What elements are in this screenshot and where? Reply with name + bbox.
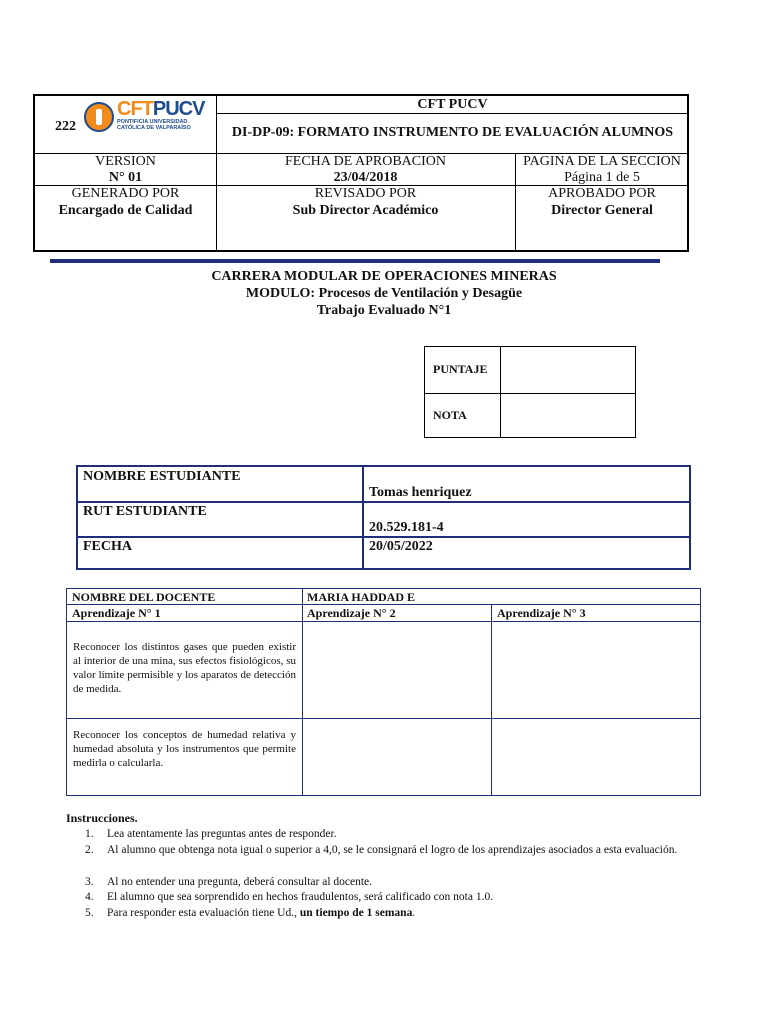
- instructions-title: Instrucciones.: [66, 811, 138, 825]
- student-table: [76, 465, 691, 570]
- rut-value: 20.529.181-4: [369, 520, 444, 535]
- aprendizaje-1-header: Aprendizaje N° 1: [72, 606, 161, 620]
- header-table: [33, 94, 689, 252]
- instruction-item: 2. Al alumno que obtenga nota igual o superior a 4,0, se le consignará el logro de los aprendizajes asociados a esta evaluación.: [85, 844, 678, 856]
- work-title: Trabajo Evaluado N°1: [316, 303, 452, 318]
- docente-value: MARIA HADDAD E: [307, 590, 415, 604]
- docente-divider: [67, 621, 701, 622]
- aprendizaje-row-1: Reconocer los distintos gases que pueden existir al interior de una mina, sus efectos fisiológicos, su valor límite permisible y los aparatos de detección de medida.: [73, 641, 296, 695]
- logo-subtitle: PONTIFICIA UNIVERSIDAD CATÓLICA DE VALPARAÍSO: [117, 119, 191, 131]
- aprobado-label: APROBADO POR: [548, 186, 656, 201]
- fecha-value: 20/05/2022: [369, 539, 433, 554]
- docente-divider: [67, 718, 701, 719]
- student-divider: [362, 467, 364, 568]
- score-divider: [500, 347, 501, 437]
- cft-pucv-logo: [84, 98, 205, 136]
- pagina-value: Página 1 de 5: [564, 170, 640, 185]
- fecha-aprobacion-value: 23/04/2018: [333, 170, 398, 185]
- aprobado-value: Director General: [551, 203, 653, 218]
- org-name: CFT PUCV: [417, 97, 488, 112]
- docente-divider: [491, 604, 492, 796]
- version-value: N° 01: [108, 170, 143, 185]
- nombre-estudiante-value: Tomas henriquez: [369, 485, 472, 500]
- version-label: VERSION: [95, 154, 156, 169]
- module-title: MODULO: Procesos de Ventilación y Desagüe: [245, 286, 523, 301]
- code-number: 222: [55, 119, 76, 134]
- header-rule: [50, 259, 660, 263]
- header-divider: [216, 113, 687, 114]
- time-limit-emphasis: un tiempo de 1 semana: [299, 907, 413, 919]
- logo-emblem-icon: [84, 102, 114, 132]
- generado-label: GENERADO POR: [71, 186, 180, 201]
- rut-label: RUT ESTUDIANTE: [83, 504, 207, 519]
- doc-title: DI-DP-09: FORMATO INSTRUMENTO DE EVALUACIÓN ALUMNOS: [231, 125, 674, 140]
- logo-brand: CFTPUCV: [117, 98, 205, 120]
- docente-table: [66, 588, 701, 796]
- puntaje-label: PUNTAJE: [433, 362, 488, 376]
- revisado-label: REVISADO POR: [314, 186, 417, 201]
- fecha-label: FECHA: [83, 539, 132, 554]
- pagina-label: PAGINA DE LA SECCION: [523, 154, 681, 169]
- nombre-estudiante-label: NOMBRE ESTUDIANTE: [83, 469, 241, 484]
- nota-label: NOTA: [433, 408, 467, 422]
- fecha-aprobacion-label: FECHA DE APROBACION: [284, 154, 447, 169]
- career-title: CARRERA MODULAR DE OPERACIONES MINERAS: [211, 269, 557, 284]
- revisado-value: Sub Director Académico: [292, 203, 439, 218]
- aprendizaje-2-header: Aprendizaje N° 2: [307, 606, 396, 620]
- aprendizaje-3-header: Aprendizaje N° 3: [497, 606, 586, 620]
- generado-value: Encargado de Calidad: [58, 203, 193, 218]
- score-divider: [425, 393, 635, 394]
- score-box: [424, 346, 636, 438]
- docente-label: NOMBRE DEL DOCENTE: [72, 590, 216, 604]
- aprendizaje-row-2: Reconocer los conceptos de humedad relativa y humedad absoluta y los instrumentos que permite medirla o calcularla.: [73, 729, 296, 769]
- docente-divider: [67, 604, 701, 605]
